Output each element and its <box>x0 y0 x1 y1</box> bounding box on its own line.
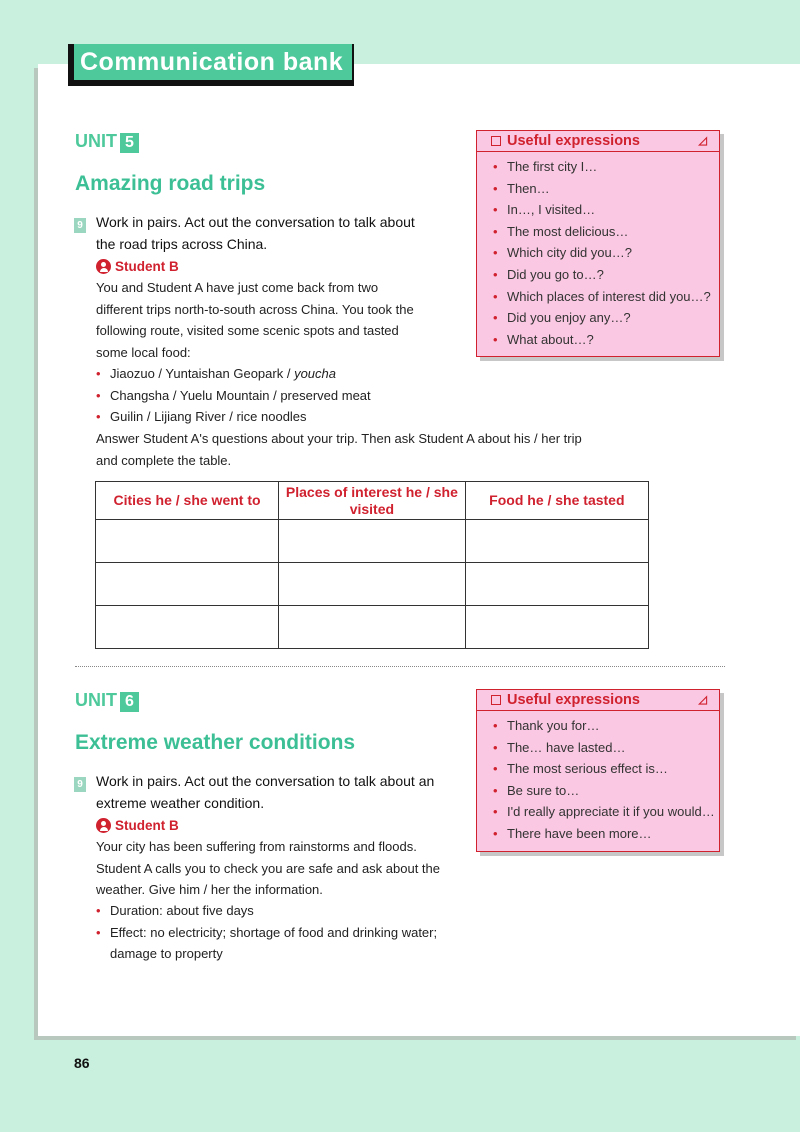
unit-5-route-list <box>96 363 371 428</box>
list-item: • I'd really appreciate it if you would… <box>491 801 719 823</box>
page-number: 86 <box>74 1055 90 1071</box>
unit-6-task: Work in pairs. Act out the conversation to talk about an extreme weather condition. <box>96 773 435 811</box>
table-row <box>96 563 649 606</box>
table-cell[interactable] <box>465 606 648 649</box>
expressions-list <box>477 711 719 851</box>
expressions-header: Useful expressions ◿ <box>477 131 719 152</box>
unit-5-label: UNIT 5 <box>75 131 139 153</box>
table-header: Places of interest he / she visited <box>279 482 466 520</box>
table-header: Cities he / she went to <box>96 482 279 520</box>
person-icon <box>96 259 111 274</box>
task-number-icon: 9 <box>74 777 86 792</box>
expressions-list <box>477 152 719 356</box>
unit-6-role: Student B <box>96 818 179 833</box>
person-icon <box>96 818 111 833</box>
unit-6-label: UNIT 6 <box>75 690 139 712</box>
unit-number-badge: 6 <box>120 692 139 712</box>
table-cell[interactable] <box>279 563 466 606</box>
list-item: • Be sure to… <box>491 780 719 802</box>
list-item: • Thank you for… <box>491 715 719 737</box>
section-divider <box>75 666 725 667</box>
unit-6-info-list <box>96 900 456 965</box>
useful-expressions-box <box>476 689 720 852</box>
list-item: • Did you go to…? <box>491 264 719 286</box>
list-item: • Guilin / Lijiang River / rice noodles <box>96 406 371 428</box>
list-item: • There have been more… <box>491 823 719 845</box>
expressions-header: Useful expressions ◿ <box>477 690 719 711</box>
unit-5-instructions: You and Student A have just come back from two different trips north-to-south across China. You took the following route, visited some scenic spots and tasted some local food: <box>96 280 414 360</box>
checkbox-icon <box>491 136 501 146</box>
list-item: • The most delicious… <box>491 221 719 243</box>
trip-table <box>95 481 649 649</box>
table-cell[interactable] <box>279 520 466 563</box>
list-item: • Then… <box>491 178 719 200</box>
list-item: • Duration: about five days <box>96 900 456 922</box>
table-header: Food he / she tasted <box>465 482 648 520</box>
useful-expressions-box <box>476 130 720 357</box>
table-row <box>96 520 649 563</box>
table-cell[interactable] <box>96 606 279 649</box>
list-item: • The… have lasted… <box>491 737 719 759</box>
list-item: • The most serious effect is… <box>491 758 719 780</box>
list-item: • Which city did you…? <box>491 242 719 264</box>
unit-5-role: Student B <box>96 259 179 274</box>
checkbox-icon <box>491 695 501 705</box>
banner-title: Communication bank <box>74 44 352 80</box>
table-cell[interactable] <box>465 520 648 563</box>
list-item: • Effect: no electricity; shortage of food and drinking water; damage to property <box>96 922 456 965</box>
table-cell[interactable] <box>279 606 466 649</box>
list-item: • In…, I visited… <box>491 199 719 221</box>
list-item: • The first city I… <box>491 156 719 178</box>
list-item: • Did you enjoy any…? <box>491 307 719 329</box>
unit-6-title: Extreme weather conditions <box>75 731 356 754</box>
list-item: • Changsha / Yuelu Mountain / preserved meat <box>96 385 371 407</box>
unit-5-follow-up: Answer Student A's questions about your trip. Then ask Student A about his / her trip and complete the table. <box>96 431 582 468</box>
table-cell[interactable] <box>96 563 279 606</box>
list-item: • What about…? <box>491 329 719 351</box>
list-item: • Which places of interest did you…? <box>491 286 719 308</box>
unit-6-instructions: Your city has been suffering from rainstorms and floods. Student A calls you to check you are safe and ask about the weather. Give him / her the information. <box>96 839 441 898</box>
table-row <box>96 606 649 649</box>
task-number-icon: 9 <box>74 218 86 233</box>
unit-5-task: Work in pairs. Act out the conversation to talk about the road trips across China. <box>96 214 415 252</box>
unit-5-title: Amazing road trips <box>75 172 266 195</box>
triangle-icon: ◿ <box>698 135 707 147</box>
table-cell[interactable] <box>465 563 648 606</box>
list-item: • Jiaozuo / Yuntaishan Geopark / youcha <box>96 363 371 385</box>
table-cell[interactable] <box>96 520 279 563</box>
unit-number-badge: 5 <box>120 133 139 153</box>
triangle-icon: ◿ <box>698 694 707 706</box>
